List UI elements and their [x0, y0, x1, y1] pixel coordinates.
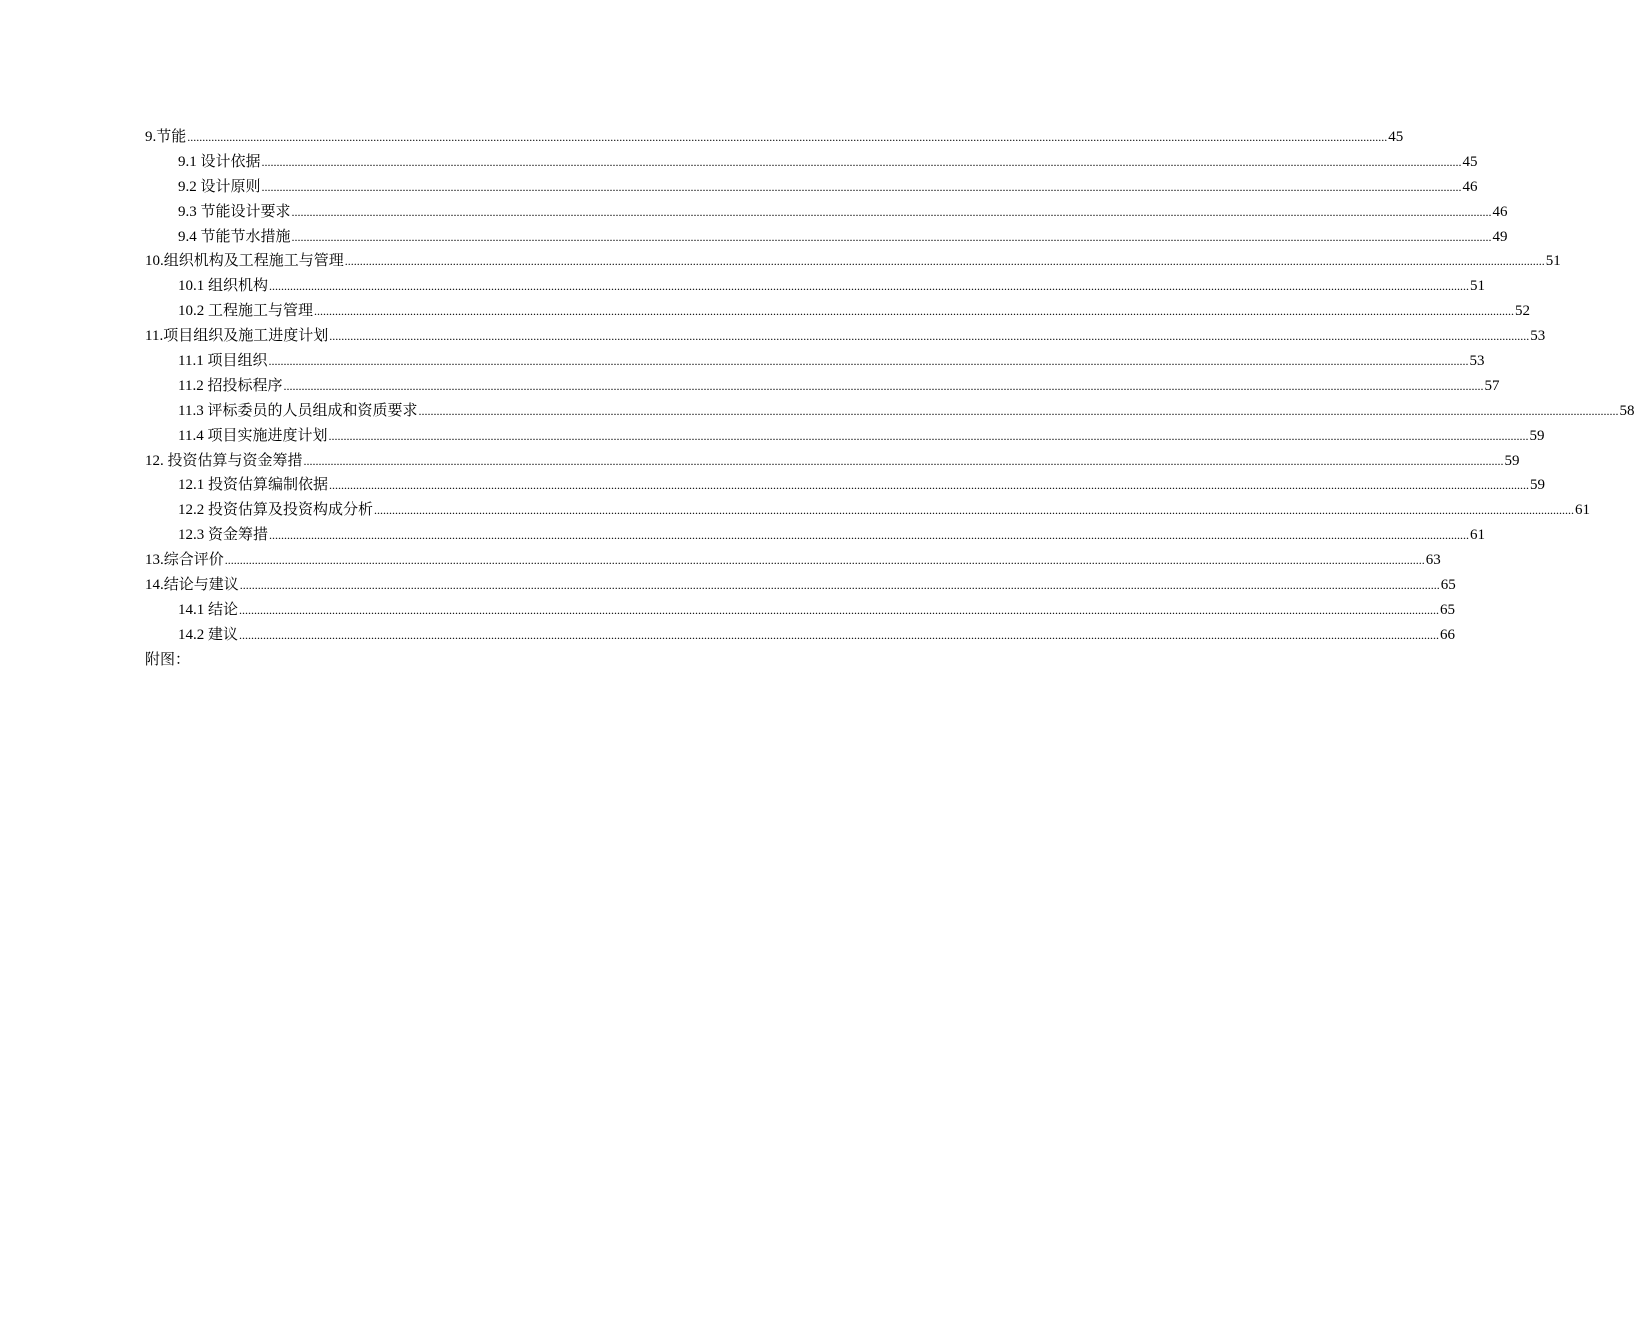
- toc-dot-leader: ................................................................................................................................................................................................................................................................................................................................................................................................................: [261, 154, 1462, 169]
- toc-entry-label: 14.2 建议: [178, 626, 239, 643]
- toc-page-number: 49: [1492, 228, 1508, 245]
- toc-dot-leader: ................................................................................................................................................................................................................................................................................................................................................................................................................: [328, 428, 1529, 443]
- toc-page-number: 51: [1545, 253, 1561, 270]
- toc-entry-label: 9.4 节能节水措施: [178, 228, 291, 245]
- toc-section-entry[interactable]: [145, 274, 1486, 299]
- toc-dot-leader: ................................................................................................................................................................................................................................................................................................................................................................................................................: [224, 553, 1425, 568]
- toc-entry-label: 10.1 组织机构: [178, 278, 269, 295]
- toc-section-entry[interactable]: [145, 598, 1456, 623]
- toc-section-entry[interactable]: [145, 200, 1508, 225]
- toc-section-entry[interactable]: [145, 523, 1486, 548]
- toc-entry-label: 11.2 招投标程序: [178, 377, 283, 394]
- toc-dot-leader: ................................................................................................................................................................................................................................................................................................................................................................................................................: [291, 204, 1492, 219]
- toc-section-entry[interactable]: [145, 623, 1456, 648]
- toc-chapter-entry[interactable]: [145, 249, 1561, 274]
- toc-dot-leader: ................................................................................................................................................................................................................................................................................................................................................................................................................: [283, 378, 1484, 393]
- toc-page-number: 45: [1388, 129, 1404, 145]
- toc-section-entry[interactable]: [145, 473, 1546, 498]
- toc-dot-leader: ................................................................................................................................................................................................................................................................................................................................................................................................................: [344, 254, 1545, 269]
- toc-entry-label: 12.1 投资估算编制依据: [178, 477, 329, 494]
- table-of-contents: [145, 125, 1634, 673]
- toc-page-number: 59: [1504, 452, 1520, 469]
- toc-page-number: 65: [1440, 601, 1456, 618]
- toc-page-number: 46: [1492, 203, 1508, 220]
- toc-dot-leader: ................................................................................................................................................................................................................................................................................................................................................................................................................: [239, 627, 1440, 642]
- toc-dot-leader: ................................................................................................................................................................................................................................................................................................................................................................................................................: [374, 503, 1575, 518]
- toc-section-entry[interactable]: [145, 299, 1531, 324]
- toc-entry-label: 10.2 工程施工与管理: [178, 303, 314, 320]
- toc-section-entry[interactable]: [145, 399, 1634, 424]
- toc-section-entry[interactable]: [145, 424, 1545, 449]
- toc-page-number: 61: [1470, 527, 1486, 544]
- toc-section-entry[interactable]: [145, 225, 1508, 250]
- toc-entry-label: 11.3 评标委员的人员组成和资质要求: [178, 402, 418, 419]
- toc-dot-leader: ................................................................................................................................................................................................................................................................................................................................................................................................................: [268, 354, 1469, 369]
- toc-entry-label: 13.综合评价: [145, 552, 224, 569]
- toc-page-number: 45: [1462, 153, 1478, 170]
- toc-page-number: 65: [1440, 577, 1456, 594]
- toc-page-number: 58: [1619, 402, 1634, 419]
- toc-entry-label: 9.节能: [145, 129, 187, 145]
- toc-page-number: 59: [1529, 427, 1545, 444]
- toc-dot-leader: ................................................................................................................................................................................................................................................................................................................................................................................................................: [314, 304, 1515, 319]
- toc-entry-label: 11.项目组织及施工进度计划: [145, 328, 329, 345]
- appendix-label: 附图：: [145, 651, 191, 668]
- toc-entries: [145, 125, 1634, 648]
- toc-dot-leader: ................................................................................................................................................................................................................................................................................................................................................................................................................: [269, 279, 1470, 294]
- toc-dot-leader: ................................................................................................................................................................................................................................................................................................................................................................................................................: [303, 453, 1504, 468]
- toc-chapter-entry[interactable]: [145, 573, 1456, 598]
- toc-section-entry[interactable]: [145, 150, 1478, 175]
- toc-entry-label: 9.3 节能设计要求: [178, 203, 291, 220]
- toc-page-number: 51: [1470, 278, 1486, 295]
- toc-entry-label: 11.4 项目实施进度计划: [178, 427, 328, 444]
- toc-dot-leader: ................................................................................................................................................................................................................................................................................................................................................................................................................: [261, 179, 1462, 194]
- toc-entry-label: 9.2 设计原则: [178, 178, 261, 195]
- toc-page-number: 52: [1515, 303, 1531, 320]
- toc-dot-leader: ................................................................................................................................................................................................................................................................................................................................................................................................................: [329, 478, 1530, 493]
- toc-section-entry[interactable]: [145, 374, 1500, 399]
- toc-dot-leader: ................................................................................................................................................................................................................................................................................................................................................................................................................: [269, 528, 1470, 543]
- toc-entry-label: 12.2 投资估算及投资构成分析: [178, 502, 374, 519]
- toc-entry-label: 12.3 资金筹措: [178, 527, 269, 544]
- toc-page-number: 46: [1462, 178, 1478, 195]
- toc-chapter-entry[interactable]: [145, 324, 1546, 349]
- toc-entry-label: 9.1 设计依据: [178, 153, 261, 170]
- toc-entry-label: 14.1 结论: [178, 601, 239, 618]
- toc-entry-label: 10.组织机构及工程施工与管理: [145, 253, 344, 270]
- toc-page-number: 61: [1575, 502, 1591, 519]
- toc-section-entry[interactable]: [145, 175, 1478, 200]
- toc-chapter-entry[interactable]: [145, 449, 1520, 474]
- toc-entry-label: 12. 投资估算与资金筹措: [145, 452, 303, 469]
- toc-page-number: 53: [1530, 328, 1546, 345]
- toc-page-number: 57: [1484, 377, 1500, 394]
- toc-dot-leader: ................................................................................................................................................................................................................................................................................................................................................................................................................: [187, 130, 1388, 144]
- toc-page-number: 53: [1469, 353, 1485, 370]
- toc-entry-label: 14.结论与建议: [145, 577, 239, 594]
- toc-chapter-entry[interactable]: [145, 548, 1441, 573]
- toc-dot-leader: ................................................................................................................................................................................................................................................................................................................................................................................................................: [329, 329, 1530, 344]
- toc-page-number: 66: [1440, 626, 1456, 643]
- toc-entry-label: 11.1 项目组织: [178, 353, 268, 370]
- toc-dot-leader: ................................................................................................................................................................................................................................................................................................................................................................................................................: [239, 578, 1440, 593]
- toc-section-entry[interactable]: [145, 498, 1591, 523]
- toc-dot-leader: ................................................................................................................................................................................................................................................................................................................................................................................................................: [291, 229, 1492, 244]
- toc-dot-leader: ................................................................................................................................................................................................................................................................................................................................................................................................................: [239, 602, 1440, 617]
- toc-page-number: 59: [1530, 477, 1546, 494]
- toc-chapter-entry[interactable]: [145, 125, 1404, 150]
- toc-dot-leader: ................................................................................................................................................................................................................................................................................................................................................................................................................: [418, 403, 1619, 418]
- toc-page-number: 63: [1425, 552, 1441, 569]
- toc-section-entry[interactable]: [145, 349, 1485, 374]
